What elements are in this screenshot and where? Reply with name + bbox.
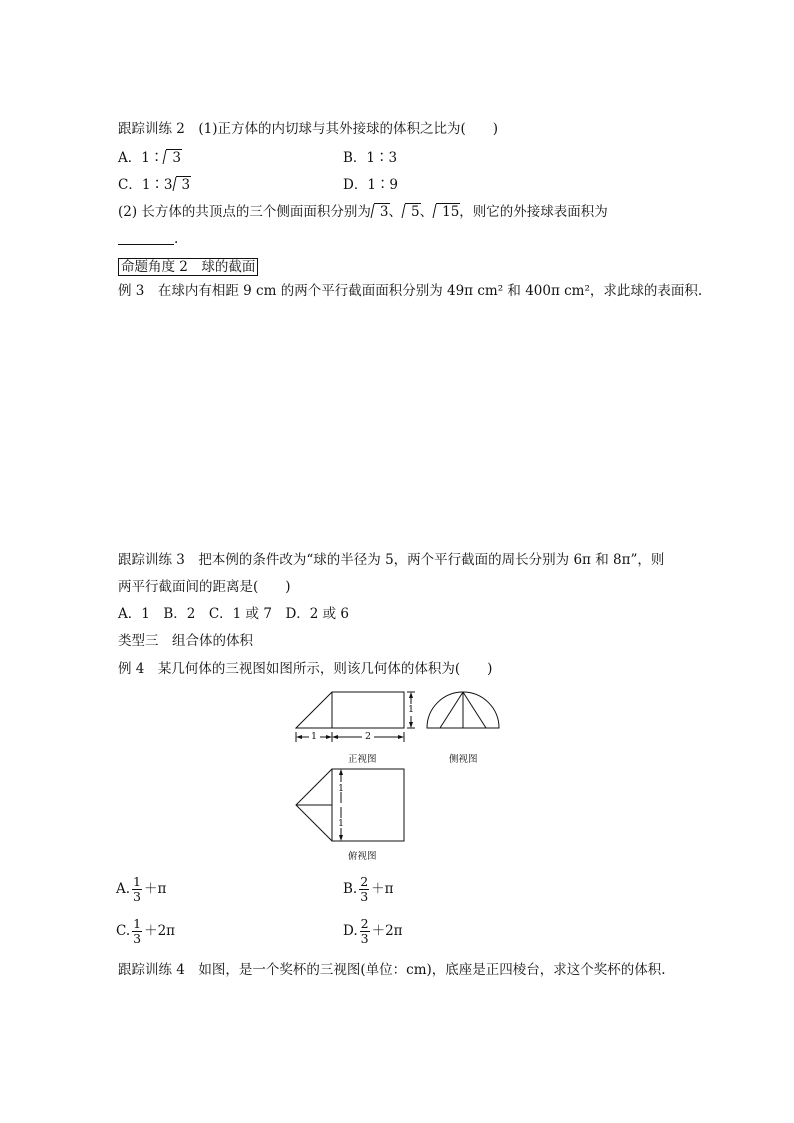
example4-option-b	[343, 875, 394, 904]
type3-heading: 类型三 组合体的体积	[118, 633, 253, 649]
practice2-question: 跟踪训练 2 (1)正方体的内切球与其外接球的体积之比为( )	[118, 121, 499, 137]
option-rest: ＋2π	[144, 923, 176, 939]
top-view-caption: 俯视图	[348, 851, 377, 862]
side-view-caption: 侧视图	[449, 754, 478, 765]
denominator: 3	[360, 889, 369, 904]
part2-sep2: 、	[419, 204, 434, 220]
example4-option-c	[116, 917, 175, 946]
part2-r2: 5	[411, 204, 420, 220]
option-c-radicand: 3	[181, 177, 191, 193]
part2-sep1: 、	[388, 204, 403, 220]
dim-label-2: 2	[365, 731, 372, 742]
dim-label-vertical: 1	[408, 704, 415, 715]
front-view-caption: 正视图	[348, 754, 377, 765]
part2-pre: (2) 长方体的共顶点的三个侧面面积分别为	[118, 204, 371, 220]
denominator: 3	[133, 889, 141, 904]
numerator: 2	[360, 916, 369, 931]
top-view-drawing	[296, 769, 404, 841]
practice3-options: A．1 B．2 C．1 或 7 D．2 或 6	[118, 606, 350, 622]
dimension-arrows	[296, 692, 413, 841]
numerator: 1	[133, 916, 142, 931]
option-rest: ＋π	[144, 881, 167, 897]
option-label: D.	[343, 923, 358, 939]
practice4: 跟踪训练 4 如图，是一个奖杯的三视图(单位：cm)，底座是正四棱台，求这个奖杯的体积.	[118, 962, 666, 978]
fraction	[132, 917, 142, 946]
part2-r1: 3	[379, 204, 389, 220]
option-rest: ＋π	[371, 881, 394, 897]
part2-r3: 15	[442, 204, 460, 220]
dim-label-top1: 1	[338, 783, 345, 794]
option-label: C.	[116, 923, 131, 939]
example4: 例 4 某几何体的三视图如图所示，则该几何体的体积为( )	[118, 661, 493, 677]
option-rest: ＋2π	[371, 923, 403, 939]
side-view-drawing	[427, 692, 499, 728]
fraction	[359, 875, 369, 904]
denominator: 3	[133, 931, 142, 946]
example4-option-a	[116, 875, 166, 904]
dim-label-top2: 1	[338, 818, 345, 829]
denominator: 3	[360, 931, 369, 946]
practice2-option-b: B．1∶3	[343, 150, 398, 166]
fraction	[360, 917, 370, 946]
option-label: A.	[116, 881, 131, 897]
example4-option-d	[343, 917, 403, 946]
option-label: B.	[343, 881, 358, 897]
part2-end: .	[174, 231, 179, 247]
example3: 例 3 在球内有相距 9 cm 的两个平行截面面积分别为 49π cm² 和 400π cm²，求此球的表面积.	[118, 283, 703, 299]
dim-label-1: 1	[311, 731, 318, 742]
practice2-option-d: D．1∶9	[343, 177, 399, 193]
part2-post: ，则它的外接球表面积为	[459, 204, 608, 220]
practice3-line2: 两平行截面间的距离是( )	[118, 579, 291, 595]
option-a-text: A．1∶	[118, 150, 164, 166]
option-a-radicand: 3	[172, 150, 181, 166]
section-heading-text: 命题角度 2 球的截面	[118, 258, 258, 276]
practice3-line1: 跟踪训练 3 把本例的条件改为“球的半径为 5，两个平行截面的周长分别为 6π 和 8π”，则	[118, 552, 665, 568]
numerator: 1	[133, 874, 141, 889]
fraction	[132, 875, 142, 904]
numerator: 2	[360, 874, 369, 889]
option-c-text: C．1∶3	[118, 177, 173, 193]
